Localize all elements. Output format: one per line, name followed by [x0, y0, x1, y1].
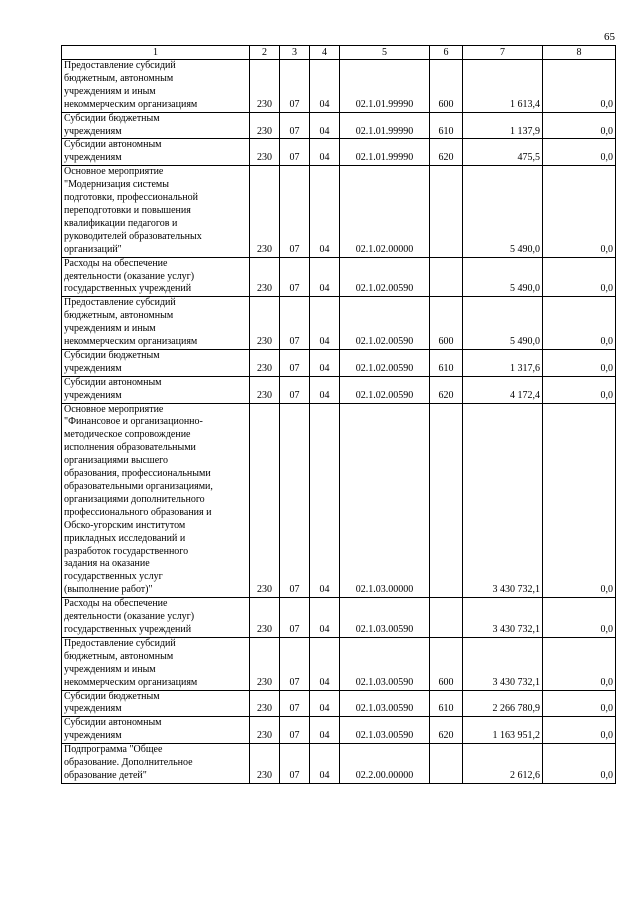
cell-target: 02.1.01.99990: [340, 60, 430, 113]
cell-amount: 3 430 732,1: [463, 598, 543, 638]
table-row: [62, 637, 616, 690]
cell-vr: 620: [430, 376, 463, 403]
cell-amount-2: 0,0: [543, 376, 616, 403]
column-header: 3: [280, 46, 310, 60]
cell-amount-2: 0,0: [543, 139, 616, 166]
cell-vr: 620: [430, 139, 463, 166]
cell-vr: 610: [430, 112, 463, 139]
cell-target: 02.1.02.00590: [340, 297, 430, 350]
cell-code: 230: [250, 690, 280, 717]
cell-target: 02.1.03.00590: [340, 690, 430, 717]
column-header: 8: [543, 46, 616, 60]
cell-amount: 5 490,0: [463, 297, 543, 350]
cell-code: 230: [250, 166, 280, 257]
row-description: Расходы на обеспечение деятельности (оказание услуг) государственных учреждений: [62, 598, 250, 638]
table-row: [62, 139, 616, 166]
table-row: [62, 112, 616, 139]
row-description: Подпрограмма "Общее образование. Дополнительное образование детей": [62, 744, 250, 784]
cell-subsection: 04: [310, 166, 340, 257]
cell-subsection: 04: [310, 349, 340, 376]
table-row: [62, 744, 616, 784]
cell-amount: 3 430 732,1: [463, 403, 543, 598]
cell-amount-2: 0,0: [543, 717, 616, 744]
cell-amount: 475,5: [463, 139, 543, 166]
cell-subsection: 04: [310, 744, 340, 784]
row-description: Субсидии автономным учреждениям: [62, 717, 250, 744]
cell-subsection: 04: [310, 717, 340, 744]
row-description: Основное мероприятие "Финансовое и организационно- методическое сопровождение исполнения образовательными организациями высшего образования, профессиональными образовательными организациями, организациями дополнительного профессионального образования и Обско-угорским институтом прикладных исследований и разработок государственного задания на оказание государственных услуг (выполнение работ)": [62, 403, 250, 598]
cell-target: 02.1.03.00000: [340, 403, 430, 598]
row-description: Субсидии автономным учреждениям: [62, 376, 250, 403]
cell-vr: 610: [430, 690, 463, 717]
cell-amount: 5 490,0: [463, 257, 543, 297]
cell-amount: 5 490,0: [463, 166, 543, 257]
table-row: [62, 376, 616, 403]
cell-section: 07: [280, 744, 310, 784]
cell-target: 02.1.01.99990: [340, 139, 430, 166]
column-header: 4: [310, 46, 340, 60]
cell-amount: 1 137,9: [463, 112, 543, 139]
table-row: [62, 349, 616, 376]
cell-amount-2: 0,0: [543, 598, 616, 638]
cell-amount: 2 266 780,9: [463, 690, 543, 717]
cell-section: 07: [280, 598, 310, 638]
row-description: Субсидии бюджетным учреждениям: [62, 112, 250, 139]
cell-amount-2: 0,0: [543, 112, 616, 139]
cell-amount: 1 613,4: [463, 60, 543, 113]
cell-code: 230: [250, 257, 280, 297]
row-description: Основное мероприятие "Модернизация системы подготовки, профессиональной переподготовки и повышения квалификации педагогов и руководителей образовательных организаций": [62, 166, 250, 257]
cell-amount: 1 317,6: [463, 349, 543, 376]
cell-subsection: 04: [310, 60, 340, 113]
cell-amount: 1 163 951,2: [463, 717, 543, 744]
cell-vr: 620: [430, 717, 463, 744]
cell-vr: [430, 744, 463, 784]
row-description: Субсидии бюджетным учреждениям: [62, 690, 250, 717]
row-description: Расходы на обеспечение деятельности (оказание услуг) государственных учреждений: [62, 257, 250, 297]
table-row: [62, 297, 616, 350]
cell-code: 230: [250, 139, 280, 166]
cell-amount-2: 0,0: [543, 297, 616, 350]
table-row: [62, 690, 616, 717]
cell-vr: 600: [430, 60, 463, 113]
row-description: Субсидии автономным учреждениям: [62, 139, 250, 166]
cell-subsection: 04: [310, 112, 340, 139]
cell-amount-2: 0,0: [543, 403, 616, 598]
cell-vr: [430, 166, 463, 257]
table-row: [62, 598, 616, 638]
cell-amount-2: 0,0: [543, 690, 616, 717]
cell-code: 230: [250, 598, 280, 638]
cell-code: 230: [250, 717, 280, 744]
column-header: 6: [430, 46, 463, 60]
cell-target: 02.1.03.00590: [340, 598, 430, 638]
cell-section: 07: [280, 257, 310, 297]
cell-subsection: 04: [310, 403, 340, 598]
cell-vr: 610: [430, 349, 463, 376]
cell-code: 230: [250, 297, 280, 350]
cell-subsection: 04: [310, 637, 340, 690]
row-description: Предоставление субсидий бюджетным, автономным учреждениям и иным некоммерческим организациям: [62, 60, 250, 113]
cell-code: 230: [250, 403, 280, 598]
cell-target: 02.1.03.00590: [340, 637, 430, 690]
cell-target: 02.2.00.00000: [340, 744, 430, 784]
cell-section: 07: [280, 297, 310, 350]
row-description: Субсидии бюджетным учреждениям: [62, 349, 250, 376]
cell-section: 07: [280, 349, 310, 376]
column-header: 1: [62, 46, 250, 60]
cell-target: 02.1.02.00000: [340, 166, 430, 257]
cell-vr: 600: [430, 297, 463, 350]
table-row: [62, 60, 616, 113]
cell-amount: 3 430 732,1: [463, 637, 543, 690]
cell-amount-2: 0,0: [543, 257, 616, 297]
cell-code: 230: [250, 744, 280, 784]
table-row: [62, 257, 616, 297]
cell-subsection: 04: [310, 257, 340, 297]
cell-code: 230: [250, 376, 280, 403]
cell-section: 07: [280, 139, 310, 166]
cell-subsection: 04: [310, 297, 340, 350]
row-description: Предоставление субсидий бюджетным, автономным учреждениям и иным некоммерческим организациям: [62, 637, 250, 690]
cell-section: 07: [280, 60, 310, 113]
cell-section: 07: [280, 717, 310, 744]
cell-section: 07: [280, 166, 310, 257]
cell-vr: [430, 403, 463, 598]
table-row: [62, 717, 616, 744]
cell-section: 07: [280, 376, 310, 403]
table-header-row: [62, 46, 616, 60]
cell-amount-2: 0,0: [543, 637, 616, 690]
column-header: 2: [250, 46, 280, 60]
column-header: 7: [463, 46, 543, 60]
cell-section: 07: [280, 637, 310, 690]
cell-amount: 2 612,6: [463, 744, 543, 784]
cell-code: 230: [250, 60, 280, 113]
column-header: 5: [340, 46, 430, 60]
cell-target: 02.1.02.00590: [340, 257, 430, 297]
cell-amount-2: 0,0: [543, 349, 616, 376]
row-description: Предоставление субсидий бюджетным, автономным учреждениям и иным некоммерческим организациям: [62, 297, 250, 350]
cell-subsection: 04: [310, 376, 340, 403]
cell-code: 230: [250, 637, 280, 690]
cell-subsection: 04: [310, 139, 340, 166]
page-number: 65: [604, 31, 615, 43]
cell-code: 230: [250, 112, 280, 139]
cell-code: 230: [250, 349, 280, 376]
table-row: [62, 403, 616, 598]
cell-target: 02.1.01.99990: [340, 112, 430, 139]
cell-amount-2: 0,0: [543, 166, 616, 257]
cell-amount-2: 0,0: [543, 744, 616, 784]
cell-amount: 4 172,4: [463, 376, 543, 403]
budget-table: [61, 45, 616, 784]
cell-target: 02.1.03.00590: [340, 717, 430, 744]
cell-section: 07: [280, 112, 310, 139]
cell-subsection: 04: [310, 690, 340, 717]
cell-section: 07: [280, 690, 310, 717]
cell-vr: 600: [430, 637, 463, 690]
cell-target: 02.1.02.00590: [340, 349, 430, 376]
table-row: [62, 166, 616, 257]
cell-vr: [430, 598, 463, 638]
cell-vr: [430, 257, 463, 297]
cell-amount-2: 0,0: [543, 60, 616, 113]
cell-target: 02.1.02.00590: [340, 376, 430, 403]
cell-subsection: 04: [310, 598, 340, 638]
cell-section: 07: [280, 403, 310, 598]
